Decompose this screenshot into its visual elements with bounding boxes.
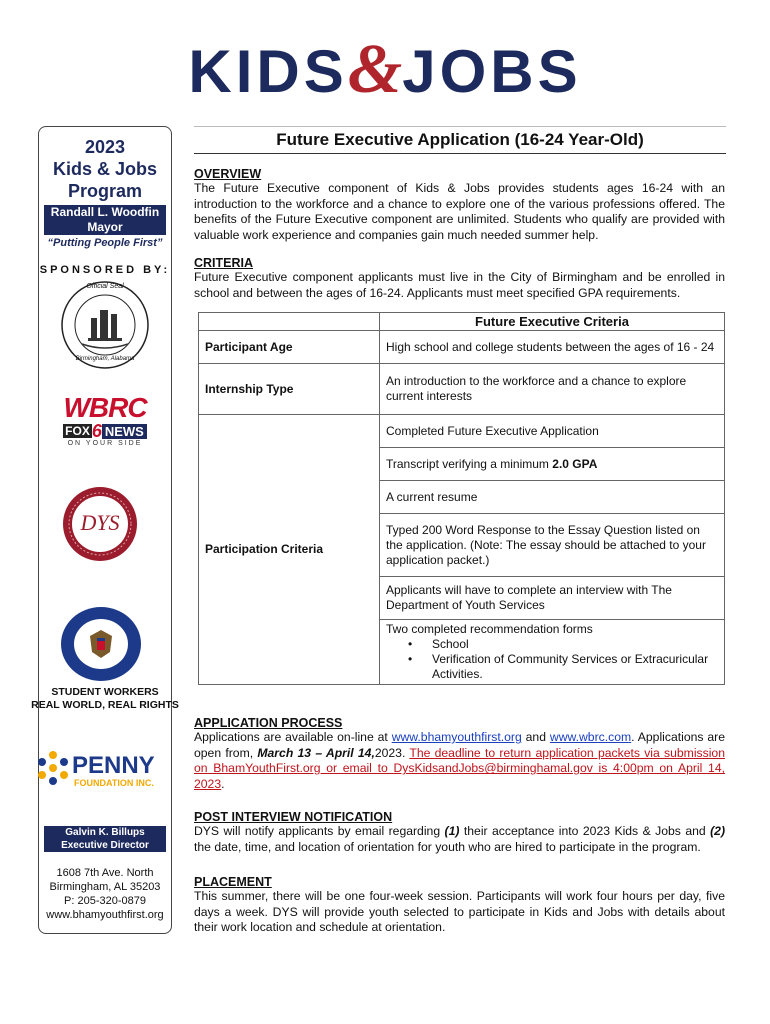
overview-heading: OVERVIEW (194, 167, 262, 181)
wbrc-link[interactable]: www.wbrc.com (549, 730, 632, 744)
logo-ampersand: & (347, 31, 403, 108)
post-interview-section (194, 810, 725, 855)
application-heading: APPLICATION PROCESS (194, 716, 343, 730)
table-heading: Future Executive Criteria (380, 313, 725, 331)
program-year: 2023 (84, 137, 126, 157)
program-title (38, 136, 172, 202)
age-label: Participant Age (199, 331, 380, 364)
student-workers-caption (20, 686, 190, 712)
director-title: Executive Director (61, 840, 149, 851)
director-box (44, 826, 166, 852)
age-value: High school and college students between the ages of 16 - 24 (380, 331, 725, 364)
eeoc-seal-logo (60, 606, 142, 682)
placement-section (194, 875, 725, 936)
app-text-3: . Applications are open from, (194, 730, 725, 760)
logo-kids: KIDS (188, 38, 348, 105)
post-text-3: the date, time, and location of orientation for youth who are hired to participate in the program. (194, 839, 701, 854)
post-text-1: DYS will notify applicants by email regarding (194, 824, 445, 838)
wbrc-fox: FOX (65, 424, 90, 438)
criteria-item: A current resume (380, 481, 725, 514)
bhamyouthfirst-link[interactable]: www.bhamyouthfirst.org (391, 730, 522, 744)
overview-text: The Future Executive component of Kids & Jobs provides students ages 16-24 with an introduction to the workforce and a chance to explore one of the various professions offered. The benefits of the Future Executive component are unlimited. Students who qualify are provided with valuable work experience and companies gain much needed summer help. (194, 181, 725, 242)
post-interview-text (194, 824, 725, 855)
application-section (194, 716, 725, 792)
post-number-1: (1) (444, 824, 460, 838)
placement-heading: PLACEMENT (194, 875, 272, 889)
address-line2: Birmingham, AL 35203 (49, 881, 161, 893)
criteria-item: Applicants will have to complete an interview with The Department of Youth Services (380, 577, 725, 620)
penny-name: PENNY (72, 752, 155, 779)
wbrc-tagline: ON YOUR SIDE (67, 440, 143, 447)
overview-section (194, 167, 725, 243)
director-name: Galvin K. Billups (65, 827, 145, 838)
criteria-section (194, 256, 725, 301)
post-number-2: (2) (710, 824, 726, 838)
table-row (199, 331, 725, 364)
application-text (194, 730, 725, 792)
program-name-line1: Kids & Jobs (52, 159, 158, 179)
mayor-title: Mayor (87, 220, 123, 234)
bullet-icon: • (408, 637, 413, 651)
dys-text: DYS (80, 510, 120, 535)
workers-line1: STUDENT WORKERS (51, 686, 159, 698)
criteria-table (198, 312, 725, 685)
app-text-4: 2023. (374, 745, 410, 760)
wbrc-logo (50, 394, 160, 446)
program-name-line2: Program (67, 181, 143, 201)
app-text-2: and (521, 730, 550, 744)
mayor-name: Randall L. Woodfin (50, 205, 160, 219)
page-title: Future Executive Application (16-24 Year-Old) (194, 126, 726, 154)
app-text-1: Applications are available on-line at (194, 730, 392, 744)
post-text-2: their acceptance into 2023 Kids & Jobs and (459, 824, 711, 838)
internship-value: An introduction to the workforce and a chance to explore current interests (380, 364, 725, 415)
sponsored-by-label: SPONSORED BY: (39, 264, 171, 276)
bullet-school: School (432, 637, 469, 651)
app-text-5: . (221, 776, 225, 791)
bullet-icon: • (408, 652, 413, 666)
bullet-community: Verification of Community Services or Extracuricular Activities. (432, 652, 709, 681)
criteria-item: Completed Future Executive Application (380, 415, 725, 448)
criteria-heading: CRITERIA (194, 256, 254, 270)
address-line1: 1608 7th Ave. North (56, 867, 154, 879)
kids-and-jobs-logo (0, 30, 770, 110)
gpa-text: Transcript verifying a minimum (386, 456, 553, 471)
criteria-item (380, 620, 725, 685)
bullet-item (386, 637, 718, 652)
criteria-text: Future Executive component applicants must live in the City of Birmingham and be enrolled in school and between the ages of 16-24. Applicants must meet specified GPA requirements. (194, 270, 725, 300)
penny-foundation-logo (36, 748, 164, 792)
wbrc-letters: WBRC (63, 392, 147, 423)
wbrc-news: NEWS (102, 424, 147, 439)
table-corner (199, 313, 380, 331)
placement-text: This summer, there will be one four-week session. Participants will work four hours per day, five days a week. DYS will provide youth selected to participate in Kids and Jobs with details about their work location and schedule at orientation. (194, 889, 725, 935)
criteria-item: Typed 200 Word Response to the Essay Question listed on the application. (Note: The essay should be attached to your application packet.) (380, 514, 725, 577)
table-row (199, 364, 725, 415)
penny-subtitle: FOUNDATION INC. (74, 778, 154, 788)
recommendation-forms: Two completed recommendation forms (386, 622, 593, 636)
dys-logo (62, 486, 138, 562)
contact-address (38, 866, 172, 922)
seal-top-text: Official Seal (86, 283, 124, 290)
website-text: www.bhamyouthfirst.org (46, 909, 164, 921)
deadline-text: The deadline to return application packets via submission on BhamYouthFirst.org or email to DysKidsandJobs@birminghamal.gov is 4:00pm on April 14, 2023 (194, 745, 725, 791)
seal-bottom-text: Birmingham, Alabama (75, 356, 135, 362)
internship-label: Internship Type (199, 364, 380, 415)
gpa-value: 2.0 GPA (552, 456, 598, 471)
slogan: “Putting People First” (47, 237, 163, 249)
post-interview-heading: POST INTERVIEW NOTIFICATION (194, 810, 393, 824)
wbrc-channel-number: 6 (91, 420, 102, 441)
bullet-item (386, 652, 718, 682)
mayor-box (44, 205, 166, 235)
participation-label: Participation Criteria (199, 415, 380, 685)
criteria-item (380, 448, 725, 481)
table-row (199, 415, 725, 448)
workers-line2: REAL WORLD, REAL RIGHTS (31, 699, 179, 711)
logo-jobs: JOBS (402, 38, 582, 105)
city-seal-logo (60, 280, 150, 370)
application-dates: March 13 – April 14, (257, 745, 375, 760)
phone-number: P: 205-320-0879 (64, 895, 146, 907)
